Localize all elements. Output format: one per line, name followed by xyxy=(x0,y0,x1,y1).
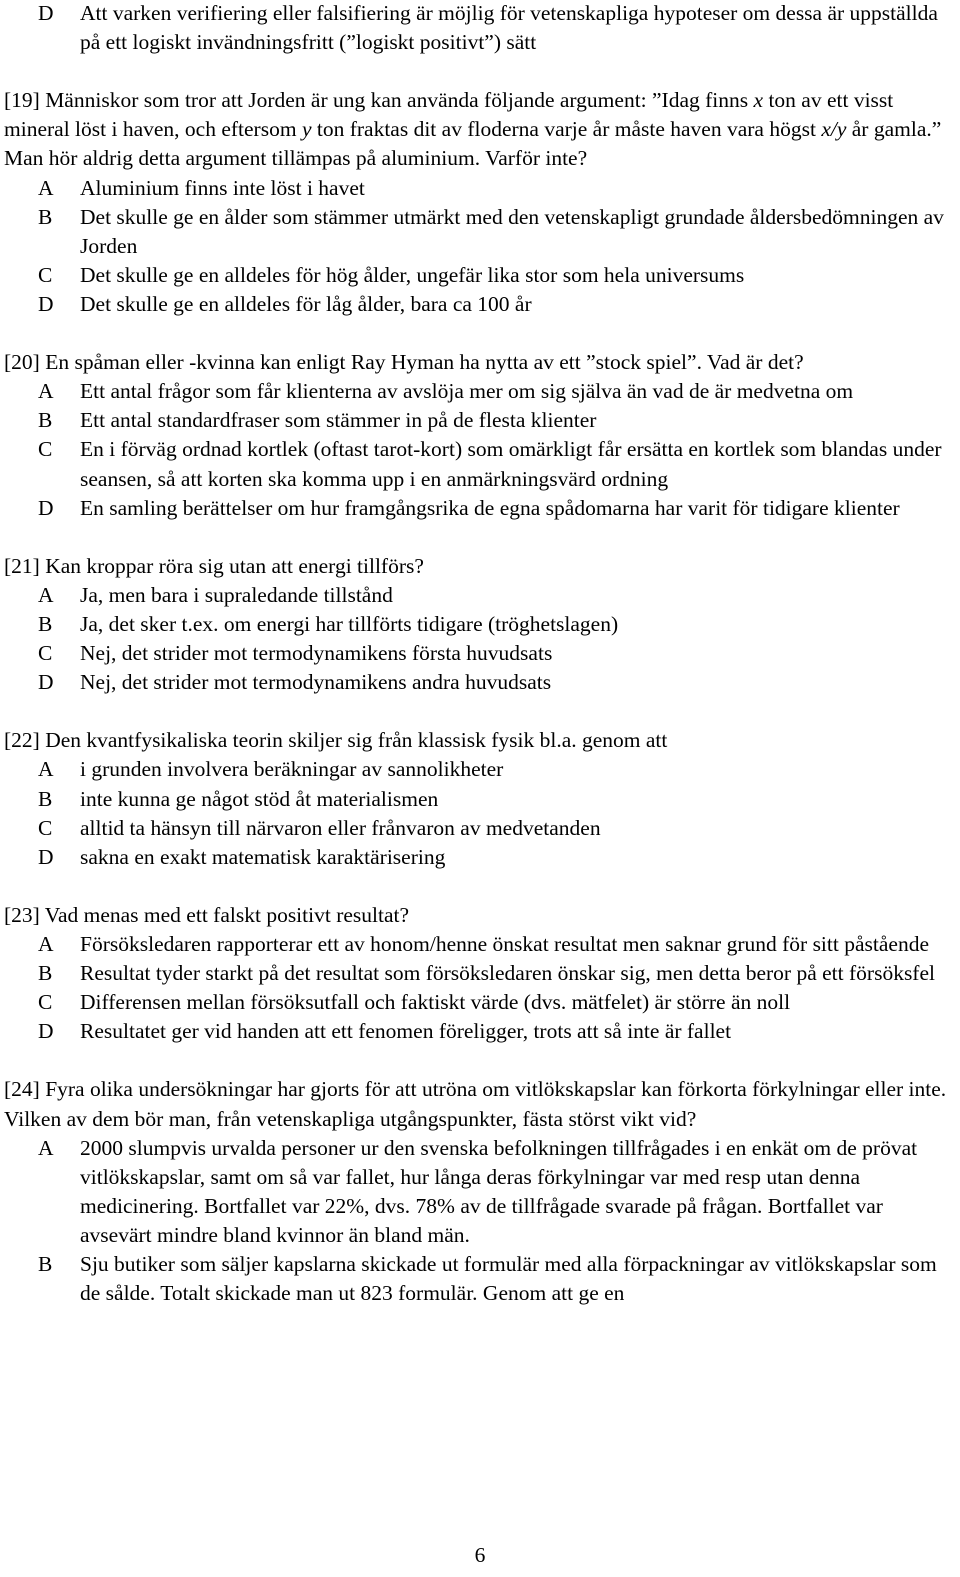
option-letter: A xyxy=(38,175,54,200)
option-a xyxy=(4,581,956,610)
option-text: 2000 slumpvis urvalda personer ur den svenska befolkningen tillfrågades i en enkät om de prövat vitlökskapslar, samt om så var fallet, hur långa deras förkylningar var med resp utan denna medicinering. Bortfallet var 22%, dvs. 78% av de tillfrågade svarade på frågan. Bortfallet var avsevärt mindre bland kvinnor än bland män. xyxy=(80,1135,918,1247)
option-letter: B xyxy=(38,204,53,229)
option-text: Sju butiker som säljer kapslarna skickade ut formulär med alla förpackningar av vitlökskapslar som de sålde. Totalt skickade man ut 823 formulär. Genom att ge en xyxy=(80,1252,937,1306)
option-c xyxy=(4,988,956,1017)
option-text: Att varken verifiering eller falsifiering är möjlig för vetenskapliga hypoteser om dessa är uppställda på ett logiskt invändningsfritt (”logiskt positivt”) sätt xyxy=(80,1,938,55)
option-letter: B xyxy=(38,408,53,433)
option-text: Nej, det strider mot termodynamikens andra huvudsats xyxy=(80,670,552,695)
question-stem-part: [19] Människor som tror att Jorden är ung kan använda följande argument: ”Idag finns xyxy=(4,88,754,113)
option-letter: D xyxy=(38,670,54,695)
option-text: Resultatet ger vid handen att ett fenomen föreligger, trots att så inte är fallet xyxy=(80,1019,732,1044)
option-letter: C xyxy=(38,641,53,666)
option-text: Det skulle ge en alldeles för hög ålder, ungefär lika stor som hela universums xyxy=(80,262,745,287)
option-text: Ja, det sker t.ex. om energi har tillförts tidigare (tröghetslagen) xyxy=(80,611,619,636)
option-c xyxy=(4,639,956,668)
option-text: Ett antal frågor som får klienterna av avslöja mer om sig själva än vad de är medvetna om xyxy=(80,379,854,404)
question-stem: [22] Den kvantfysikaliska teorin skiljer sig från klassisk fysik bl.a. genom att xyxy=(4,728,668,753)
question-24 xyxy=(4,1075,956,1308)
option-letter: A xyxy=(38,757,54,782)
variable-x: x xyxy=(753,88,764,113)
option-c xyxy=(4,814,956,843)
spacer xyxy=(4,319,956,348)
option-text: i grunden involvera beräkningar av sannolikheter xyxy=(80,757,504,782)
option-b xyxy=(4,406,956,435)
option-text: En i förväg ordnad kortlek (oftast tarot-kort) som omärkligt får ersätta en kortlek som blandas under seansen, så att korten ska komma upp i en anmärkningsvärd ordning xyxy=(80,437,942,491)
option-text: Försöksledaren rapporterar ett av honom/henne önskat resultat men saknar grund för sitt påstående xyxy=(80,932,929,956)
option-a xyxy=(4,1134,956,1250)
option-d xyxy=(4,494,956,523)
option-text: Resultat tyder starkt på det resultat som försöksledaren önskar sig, men detta beror på ett försöksfel xyxy=(80,961,935,986)
option-text: Differensen mellan försöksutfall och faktiskt värde (dvs. mätfelet) är större än noll xyxy=(80,990,791,1015)
option-letter: C xyxy=(38,990,53,1015)
question-stem xyxy=(4,86,956,173)
option-letter: C xyxy=(38,262,53,287)
option-b xyxy=(4,1250,956,1308)
page-number: 6 xyxy=(474,1543,486,1567)
option-text: alltid ta hänsyn till närvaron eller frånvaron av medvetanden xyxy=(80,815,601,840)
option-letter: B xyxy=(38,1252,53,1277)
spacer xyxy=(4,872,956,901)
option-d xyxy=(4,843,956,872)
option-a xyxy=(4,174,956,203)
question-list xyxy=(4,348,956,1308)
spacer xyxy=(4,523,956,552)
option-c xyxy=(4,261,956,290)
option-a xyxy=(4,755,956,784)
question-19 xyxy=(4,86,956,319)
option-text: En samling berättelser om hur framgångsrika de egna spådomarna har varit för tidigare klienter xyxy=(80,495,900,520)
option-b xyxy=(4,610,956,639)
option-text: Aluminium finns inte löst i havet xyxy=(80,175,365,200)
option-letter: C xyxy=(38,815,53,840)
option-letter: A xyxy=(38,582,54,607)
option-letter: A xyxy=(38,379,54,404)
option-letter: B xyxy=(38,611,53,636)
question-23 xyxy=(4,901,956,1046)
question-stem: [20] En spåman eller -kvinna kan enligt Ray Hyman ha nytta av ett ”stock spiel”. Vad är det? xyxy=(4,350,804,375)
question-stem: [23] Vad menas med ett falskt positivt resultat? xyxy=(4,902,410,927)
option-b xyxy=(4,959,956,988)
question-stem: [24] Fyra olika undersökningar har gjorts för att utröna om vitlökskapslar kan förkorta förkylningar eller inte. Vilken av dem bör man, från vetenskapliga utgångspunkter, fästa störst vikt vid? xyxy=(4,1077,947,1131)
option-letter: C xyxy=(38,437,53,462)
question-20 xyxy=(4,348,956,523)
option-text: Ja, men bara i supraledande tillstånd xyxy=(80,582,393,607)
spacer xyxy=(4,1046,956,1075)
option-text: Nej, det strider mot termodynamikens första huvudsats xyxy=(80,641,553,666)
continued-option xyxy=(4,0,956,57)
option-letter: D xyxy=(38,291,54,316)
option-b xyxy=(4,203,956,261)
question-22 xyxy=(4,726,956,871)
spacer xyxy=(4,697,956,726)
option-a xyxy=(4,930,956,959)
option-d xyxy=(4,290,956,319)
option-a xyxy=(4,377,956,406)
option-letter: B xyxy=(38,786,53,811)
option-letter: A xyxy=(38,932,54,956)
question-21 xyxy=(4,552,956,697)
option-text: sakna en exakt matematisk karaktärisering xyxy=(80,844,446,869)
option-letter: D xyxy=(38,1,54,25)
option-c xyxy=(4,435,956,493)
option-text: Det skulle ge en alldeles för låg ålder, bara ca 100 år xyxy=(80,291,532,316)
option-letter: B xyxy=(38,961,53,986)
option-b xyxy=(4,785,956,814)
option-letter: D xyxy=(38,1019,54,1044)
document-page xyxy=(4,0,956,1308)
question-stem: [21] Kan kroppar röra sig utan att energi tillförs? xyxy=(4,553,424,578)
option-letter: D xyxy=(38,495,54,520)
option-text: inte kunna ge något stöd åt materialismen xyxy=(80,786,439,811)
option-text: Ett antal standardfraser som stämmer in på de flesta klienter xyxy=(80,408,597,433)
spacer xyxy=(4,57,956,86)
question-stem-part: år gamla.” Man hör aldrig detta argument tillämpas på aluminium. Varför inte? xyxy=(4,117,942,171)
option-text: Det skulle ge en ålder som stämmer utmärkt med den vetenskapligt grundade åldersbedömningen av Jorden xyxy=(80,204,944,258)
option-d xyxy=(4,1017,956,1046)
option-letter: D xyxy=(38,844,54,869)
variable-y: y xyxy=(301,117,312,142)
question-stem-part: ton av ett visst mineral löst i haven, och eftersom xyxy=(4,88,894,142)
option-letter: A xyxy=(38,1135,54,1160)
option-d xyxy=(4,668,956,697)
question-stem-part: ton fraktas dit av floderna varje år måste haven vara högst xyxy=(311,117,822,142)
variable-xy: x/y xyxy=(821,117,847,142)
